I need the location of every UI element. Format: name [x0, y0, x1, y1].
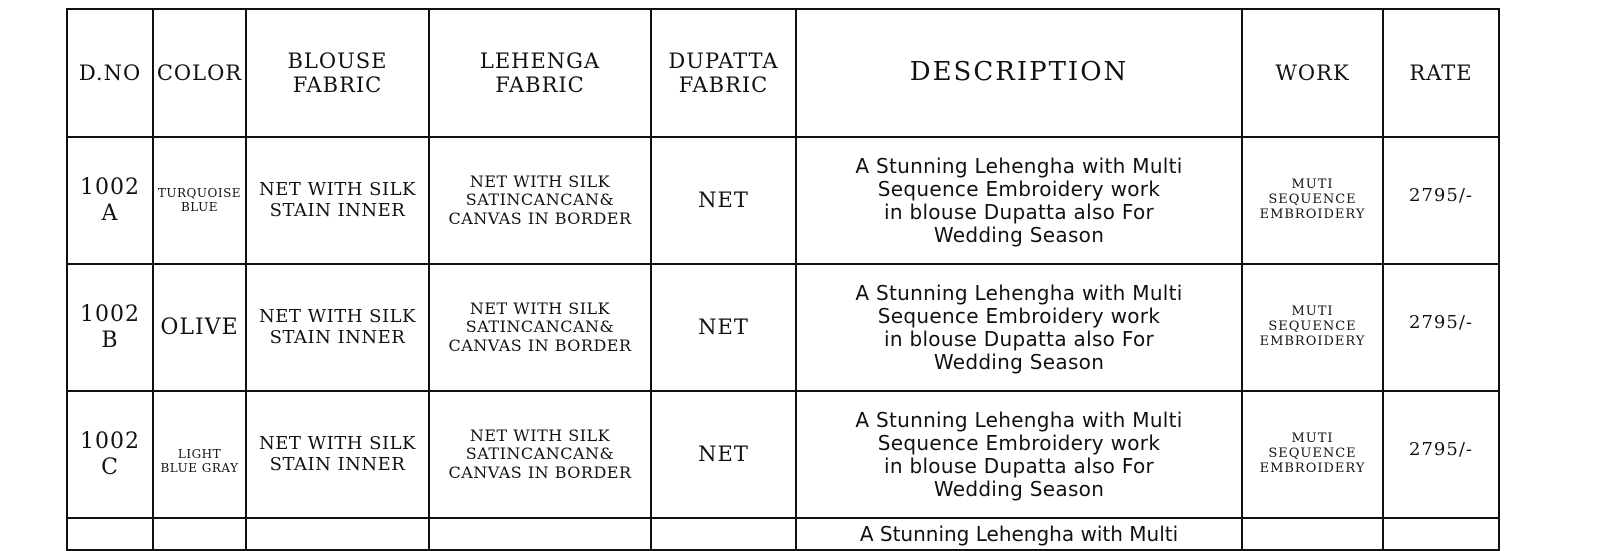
cell-rate: [1383, 518, 1499, 550]
cell-dno: 1002 A: [67, 137, 153, 264]
cell-lehenga-fabric: NET WITH SILK SATINCANCAN& CANVAS IN BORDER: [429, 391, 651, 518]
cell-lehenga-fabric: NET WITH SILK SATINCANCAN& CANVAS IN BORDER: [429, 264, 651, 391]
cell-description: A Stunning Lehengha with Multi: [796, 518, 1242, 550]
cell-dno: 1002 C: [67, 391, 153, 518]
header-work: WORK: [1242, 9, 1383, 137]
cell-work: MUTI SEQUENCE EMBROIDERY: [1242, 391, 1383, 518]
cell-description: A Stunning Lehengha with Multi Sequence Embroidery work in blouse Dupatta also For Wedding Season: [796, 137, 1242, 264]
cell-rate: 2795/-: [1383, 391, 1499, 518]
cell-description: A Stunning Lehengha with Multi Sequence Embroidery work in blouse Dupatta also For Wedding Season: [796, 391, 1242, 518]
header-description: DESCRIPTION: [796, 9, 1242, 137]
cell-work: MUTI SEQUENCE EMBROIDERY: [1242, 264, 1383, 391]
cell-color: OLIVE: [153, 264, 246, 391]
cell-blouse-fabric: NET WITH SILK STAIN INNER: [246, 264, 429, 391]
cell-work: [1242, 518, 1383, 550]
header-rate: RATE: [1383, 9, 1499, 137]
cell-blouse-fabric: NET WITH SILK STAIN INNER: [246, 391, 429, 518]
cell-color: TURQUOISE BLUE: [153, 137, 246, 264]
table-row: [67, 391, 1499, 518]
header-lehenga-fabric: LEHENGA FABRIC: [429, 9, 651, 137]
cell-work: MUTI SEQUENCE EMBROIDERY: [1242, 137, 1383, 264]
cell-color: [153, 518, 246, 550]
cell-lehenga-fabric: NET WITH SILK SATINCANCAN& CANVAS IN BORDER: [429, 137, 651, 264]
table-row: [67, 264, 1499, 391]
header-color: COLOR: [153, 9, 246, 137]
cell-dno: [67, 518, 153, 550]
cell-blouse-fabric: NET WITH SILK STAIN INNER: [246, 137, 429, 264]
cell-dupatta-fabric: NET: [651, 391, 796, 518]
header-blouse-fabric: BLOUSE FABRIC: [246, 9, 429, 137]
cell-lehenga-fabric: [429, 518, 651, 550]
header-dno: D.NO: [67, 9, 153, 137]
cell-dupatta-fabric: NET: [651, 264, 796, 391]
header-row: [67, 9, 1499, 137]
product-table: [66, 8, 1500, 551]
table-row: [67, 137, 1499, 264]
cell-description: A Stunning Lehengha with Multi Sequence Embroidery work in blouse Dupatta also For Wedding Season: [796, 264, 1242, 391]
cell-color: LIGHT BLUE GRAY: [153, 391, 246, 518]
header-dupatta-fabric: DUPATTA FABRIC: [651, 9, 796, 137]
cell-dupatta-fabric: NET: [651, 137, 796, 264]
cell-dupatta-fabric: [651, 518, 796, 550]
cell-rate: 2795/-: [1383, 137, 1499, 264]
cell-dno: 1002 B: [67, 264, 153, 391]
cell-rate: 2795/-: [1383, 264, 1499, 391]
table-row-partial: [67, 518, 1499, 550]
cell-blouse-fabric: [246, 518, 429, 550]
